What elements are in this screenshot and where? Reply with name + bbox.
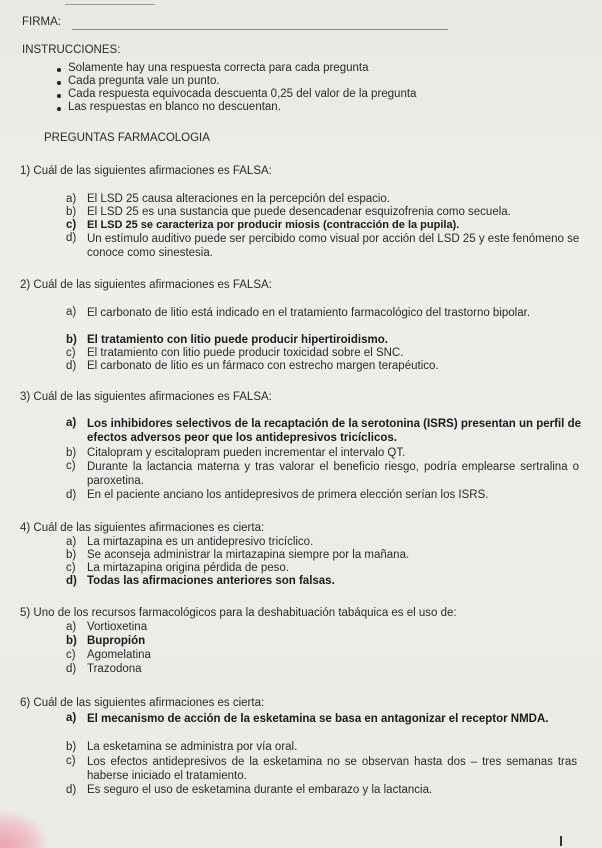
q2-option-c: El tratamiento con litio puede producir toxicidad sobre el SNC. [87,347,404,359]
finger-smudge [0,812,46,848]
q6-option-a-label: a) [66,712,77,724]
instruction-item: Solamente hay una respuesta correcta para cada pregunta [68,62,369,74]
bullet-icon [57,81,61,85]
question-4-prompt: 4) Cuál de las siguientes afirmaciones es cierta: [20,522,265,534]
q1-option-d: Un estímulo auditivo puede ser percibido como visual por acción del LSD 25 y este fenómeno se conoce como sinestesia. [87,233,580,259]
bullet-icon [57,94,61,98]
question-1-prompt: 1) Cuál de las siguientes afirmaciones es FALSA: [20,165,272,177]
q4-option-c: La mirtazapina origina pérdida de peso. [87,562,290,574]
q3-option-b: Citalopram y escitalopram pueden incrementar el intervalo QT. [87,447,406,459]
q1-option-d-label: d) [66,232,77,244]
q4-option-d-label: d) [66,575,77,587]
q4-option-c-label: c) [66,562,76,574]
bullet-icon [57,107,61,111]
instruction-item: Cada respuesta equivocada descuenta 0,25 del valor de la pregunta [68,88,417,100]
question-5-prompt: 5) Uno de los recursos farmacológicos para la deshabituación tabáquica es el uso de: [20,607,457,619]
q3-option-d-label: d) [66,489,77,501]
q1-option-c-label: c) [66,219,77,231]
q6-option-d-label: d) [66,784,77,796]
q3-option-d: En el paciente anciano los antidepresivos de primera elección serían los ISRS. [87,489,489,501]
q4-option-d: Todas las afirmaciones anteriores son falsas. [87,575,335,587]
bullet-icon [57,68,61,72]
question-3-prompt: 3) Cuál de las siguientes afirmaciones es FALSA: [20,391,272,403]
q3-option-c-label: c) [66,460,76,472]
page-mark [560,836,562,846]
q3-option-b-label: b) [66,447,77,459]
q6-option-b: La esketamina se administra por vía oral. [87,741,298,753]
q5-option-c-label: c) [66,649,76,661]
q4-option-a: La mirtazapina es un antidepresivo tricíclico. [87,536,314,548]
section-title: PREGUNTAS FARMACOLOGIA [44,132,210,144]
q1-option-a: El LSD 25 causa alteraciones en la percepción del espacio. [87,193,391,205]
question-6-prompt: 6) Cuál de las siguientes afirmaciones es cierta: [20,697,265,709]
q2-option-d-label: d) [66,360,77,372]
question-2-prompt: 2) Cuál de las siguientes afirmaciones es FALSA: [20,279,272,291]
q2-option-c-label: c) [66,347,76,359]
q6-option-c-label: c) [66,755,76,767]
q1-option-b-label: b) [66,206,77,218]
q5-option-a-label: a) [66,621,77,633]
signature-line [72,29,448,30]
q2-option-b-label: b) [66,334,77,346]
q6-option-c: Los efectos antidepresivos de la esketamina no se observan hasta dos – tres semanas tras haberse iniciado el tratamiento. [87,756,577,782]
instruction-item: Cada pregunta vale un punto. [68,75,220,87]
q6-option-b-label: b) [66,741,77,753]
q5-option-b-label: b) [66,635,77,647]
q3-option-c: Durante la lactancia materna y tras valorar el beneficio riesgo, podría emplearse sertralina o paroxetina. [87,461,579,487]
q2-option-d: El carbonato de litio es un fármaco con estrecho margen terapéutico. [87,360,439,372]
q3-option-a: Los inhibidores selectivos de la recaptación de la serotonina (ISRS) presentan un perfil de efectos adversos peor que los antidepresivos tricíclicos. [87,418,581,444]
q4-option-b: Se aconseja administrar la mirtazapina siempre por la mañana. [87,549,410,561]
instruction-item: Las respuestas en blanco no descuentan. [68,101,281,113]
q1-option-c: El LSD 25 se caracteriza por producir miosis (contracción de la pupila). [87,219,460,231]
q1-option-a-label: a) [66,193,77,205]
firma-label: FIRMA: [22,16,61,28]
q4-option-b-label: b) [66,549,77,561]
q6-option-d: Es seguro el uso de esketamina durante el embarazo y la lactancia. [87,784,433,796]
q4-option-a-label: a) [66,536,77,548]
instructions-title: INSTRUCCIONES: [22,44,121,56]
q5-option-b: Bupropión [87,635,146,647]
q2-option-a: El carbonato de litio está indicado en el tratamiento farmacológico del trastorno bipolar. [87,307,531,319]
q5-option-d-label: d) [66,663,77,675]
q5-option-d: Trazodona [87,663,142,675]
q2-option-a-label: a) [66,306,77,318]
q5-option-c: Agomelatina [87,649,151,661]
q2-option-b: El tratamiento con litio puede producir hipertiroidismo. [87,334,388,346]
q6-option-a: El mecanismo de acción de la esketamina se basa en antagonizar el receptor NMDA. [87,713,549,725]
top-rule [65,4,155,5]
q5-option-a: Vortioxetina [87,621,148,633]
q1-option-b: El LSD 25 es una sustancia que puede desencadenar esquizofrenia como secuela. [87,206,511,218]
q3-option-a-label: a) [66,417,77,429]
